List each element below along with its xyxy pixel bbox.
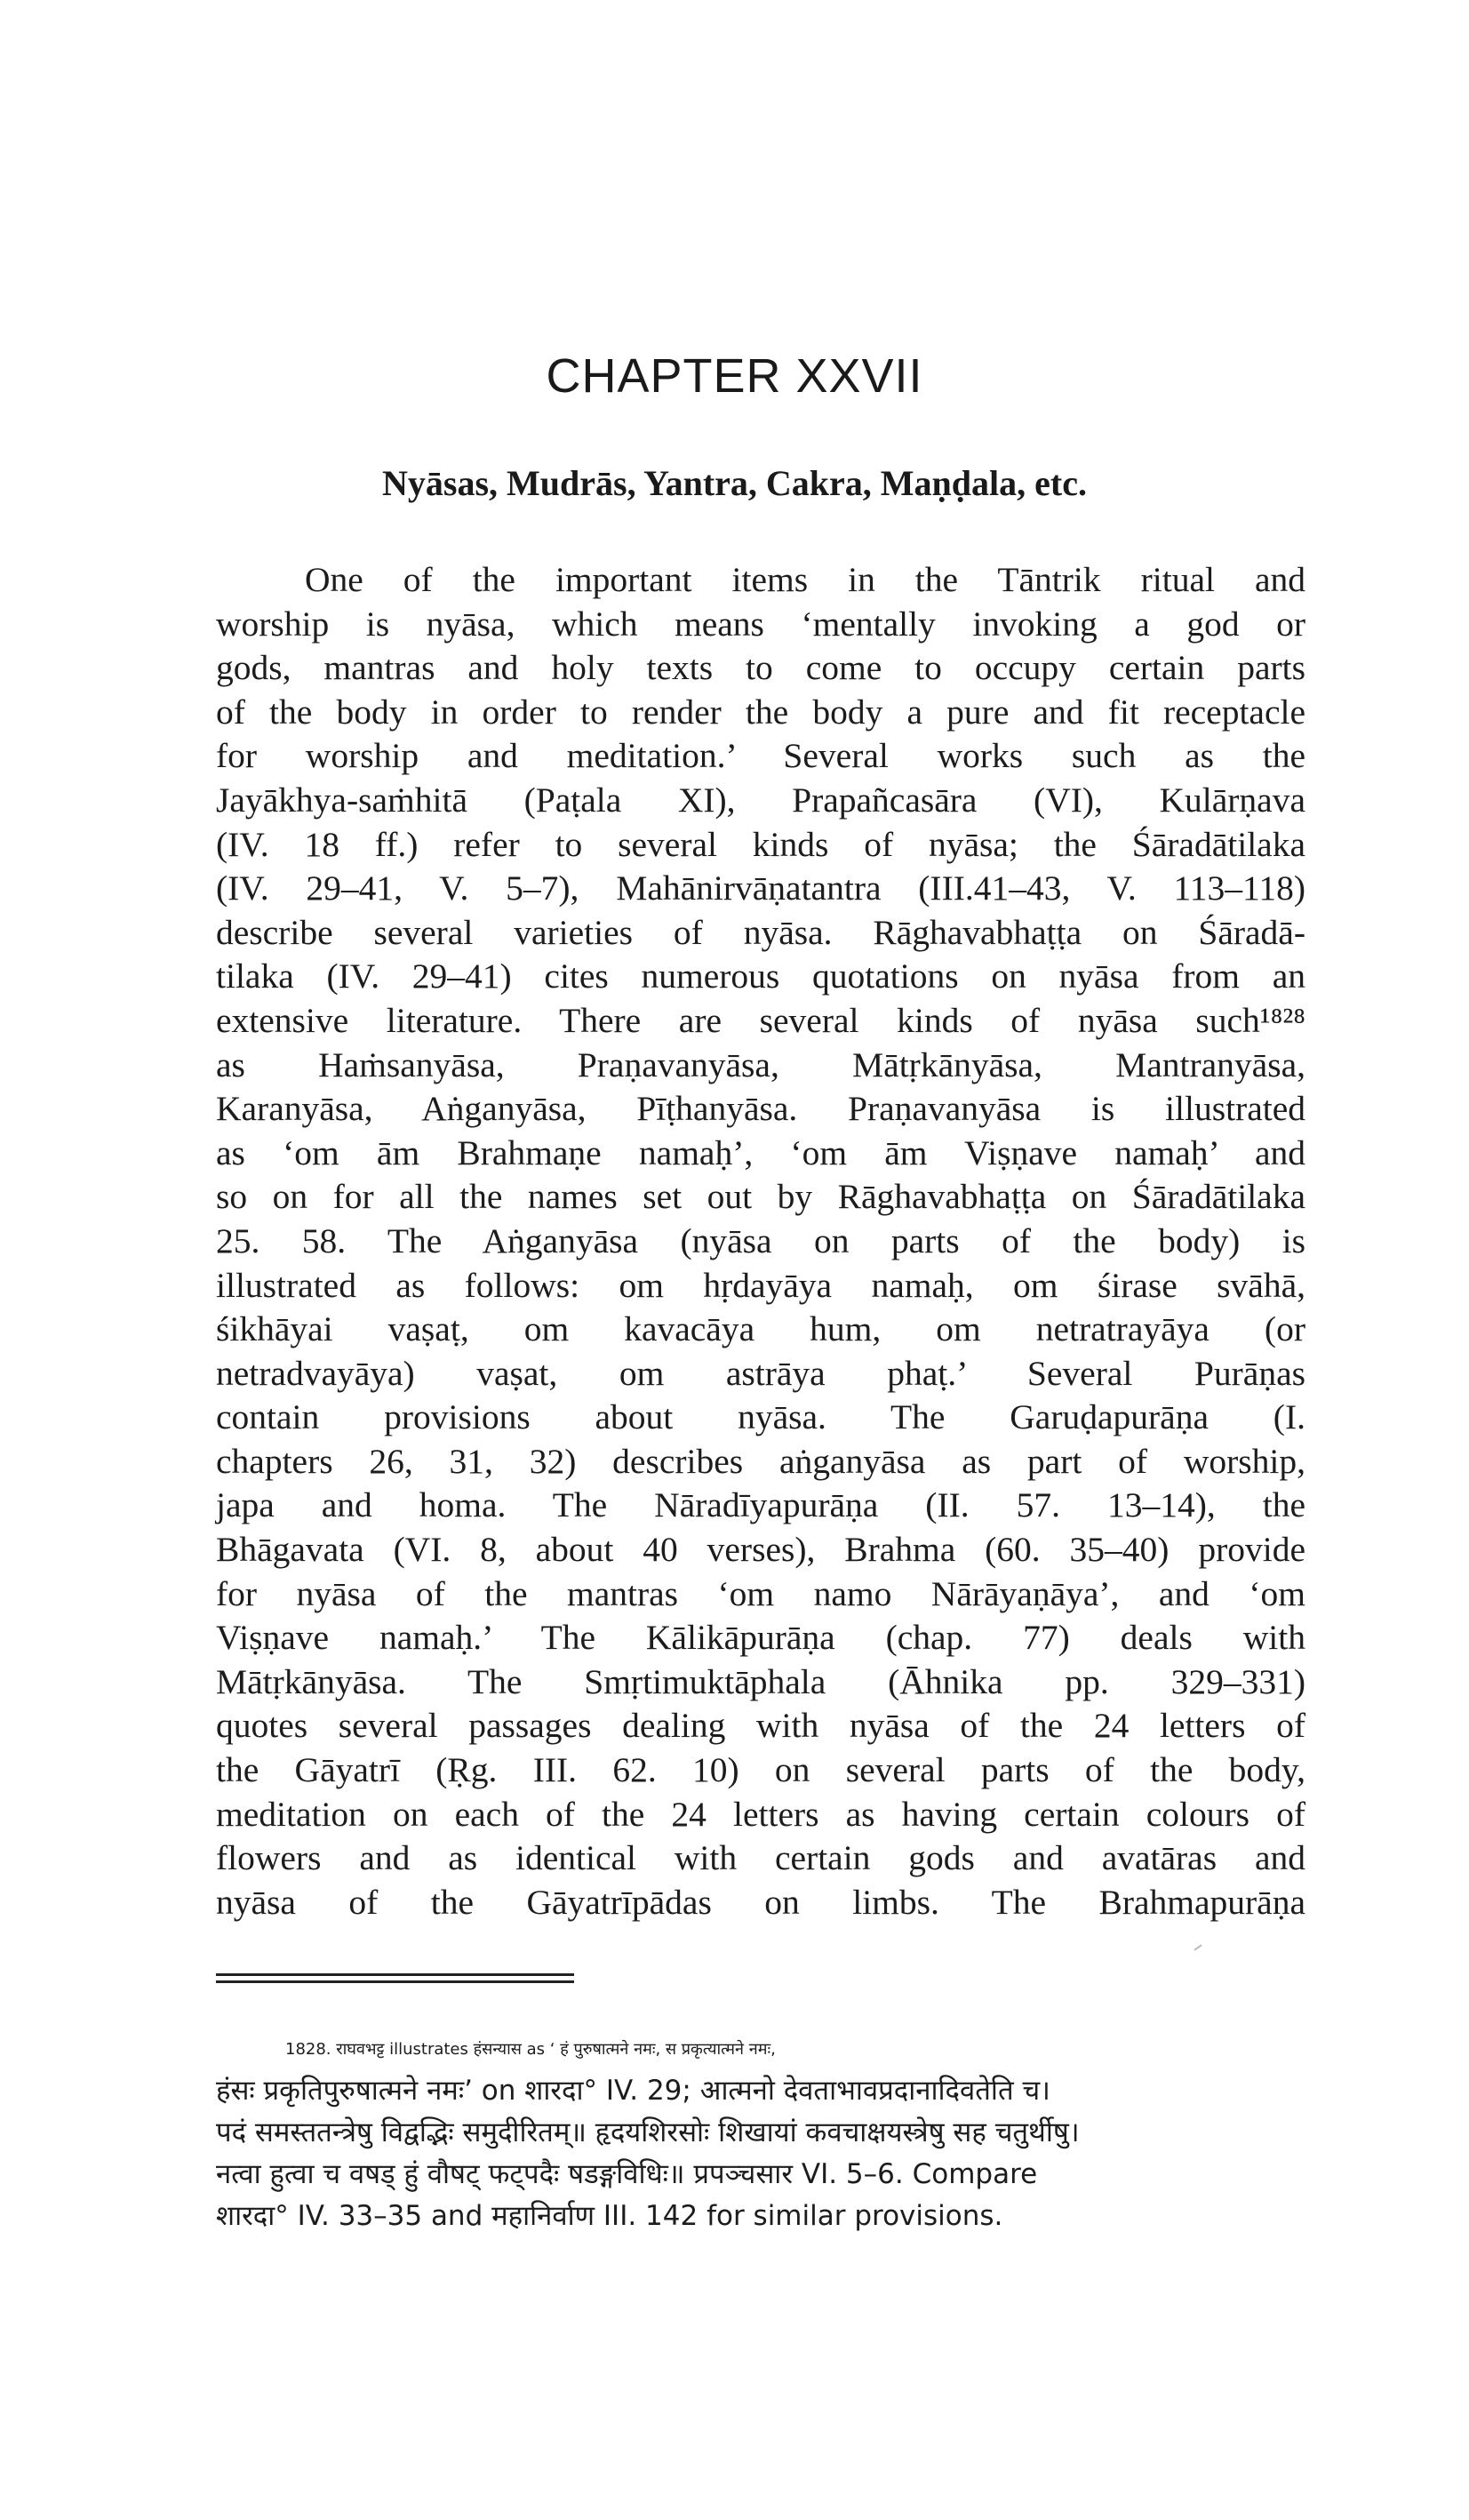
body-line: Karanyāsa, Aṅganyāsa, Pīṭhanyāsa. Praṇavanyāsa is illustrated: [216, 1089, 1305, 1129]
body-line: illustrated as follows: om hṛdayāya namaḥ, om śirase svāhā,: [216, 1265, 1305, 1305]
body-line: as ‘om ām Brahmaṇe namaḥ’, ‘om ām Viṣṇave namaḥ’ and: [216, 1132, 1305, 1172]
footnote-rule: [216, 1980, 574, 1983]
body-line: tilaka (IV. 29–41) cites numerous quotations on nyāsa from an: [216, 956, 1305, 996]
footnote-block: [216, 2028, 1305, 2237]
body-line: Viṣṇave namaḥ.’ The Kālikāpurāṇa (chap. 77) deals with: [216, 1618, 1305, 1658]
body-line: chapters 26, 31, 32) describes aṅganyāsa as part of worship,: [216, 1441, 1305, 1481]
body-line: gods, mantras and holy texts to come to occupy certain parts: [216, 648, 1305, 688]
chapter-subtitle: Nyāsas, Mudrās, Yantra, Cakra, Maṇḍala, etc.: [382, 463, 1087, 503]
footnote-line: पदं समस्ततन्त्रेषु विद्वद्भिः समुदीरितम्॥ हृदयशिरसोः शिखायां कवचाक्षयस्त्रेषु सह चतुर्थीषु।: [216, 2116, 1080, 2148]
body-paragraph: [216, 558, 1305, 1924]
chapter-title: CHAPTER XXVII: [546, 349, 923, 403]
body-line: the Gāyatrī (Ṛg. III. 62. 10) on several parts of the body,: [216, 1750, 1305, 1790]
body-line: Jayākhya-saṁhitā (Paṭala XI), Prapañcasāra (VI), Kulārṇava: [216, 780, 1305, 820]
body-line: quotes several passages dealing with nyāsa of the 24 letters of: [216, 1706, 1305, 1746]
footnote-line: हंसः प्रकृतिपुरुषात्मने नमः’ on शारदा° IV. 29; आत्मनो देवताभावप्रदानादिवतेति च।: [216, 2075, 1050, 2107]
body-line: (IV. 18 ff.) refer to several kinds of nyāsa; the Śāradātilaka: [216, 824, 1305, 864]
body-line: so on for all the names set out by Rāghavabhaṭṭa on Śāradātilaka: [216, 1177, 1305, 1217]
scan-speck: [1194, 1944, 1202, 1950]
body-line: contain provisions about nyāsa. The Garuḍapurāṇa (I.: [216, 1397, 1305, 1437]
body-line: as Haṁsanyāsa, Praṇavanyāsa, Mātṛkānyāsa, Mantranyāsa,: [216, 1044, 1305, 1084]
body-line: worship is nyāsa, which means ‘mentally invoking a god or: [216, 604, 1305, 644]
body-line: One of the important items in the Tāntrik ritual and: [305, 560, 1305, 599]
body-line: netradvayāya) vaṣat, om astrāya phaṭ.’ Several Purāṇas: [216, 1353, 1305, 1393]
body-line: Mātṛkānyāsa. The Smṛtimuktāphala (Āhnika pp. 329–331): [216, 1661, 1305, 1701]
body-line: flowers and as identical with certain gods and avatāras and: [216, 1838, 1305, 1878]
body-line: meditation on each of the 24 letters as having certain colours of: [216, 1794, 1305, 1834]
footnote-rule: [216, 1973, 574, 1976]
body-line: japa and homa. The Nāradīyapurāṇa (II. 57. 13–14), the: [216, 1485, 1305, 1525]
body-line: śikhāyai vaṣaṭ, om kavacāya hum, om netratrayāya (or: [216, 1309, 1305, 1349]
body-line: of the body in order to render the body a pure and fit receptacle: [216, 692, 1305, 732]
body-line: Bhāgavata (VI. 8, about 40 verses), Brahma (60. 35–40) provide: [216, 1530, 1305, 1570]
footnote-line: शारदा° IV. 33–35 and महानिर्वाण III. 142 for similar provisions.: [216, 2200, 1003, 2232]
body-line: for nyāsa of the mantras ‘om namo Nārāyaṇāya’, and ‘om: [216, 1573, 1305, 1613]
footnote-line: नत्वा हुत्वा च वषड् हुं वौषट् फट्पदैः षडङ्गविधिः॥ प्रपञ्चसार VI. 5–6. Compare: [216, 2158, 1038, 2190]
body-line: extensive literature. There are several kinds of nyāsa such¹⁸²⁸: [216, 1000, 1305, 1040]
footnote-line: 1828. राघवभट्ट illustrates हंसन्यास as ‘ हं पुरुषात्मने नमः, स प्रकृत्यात्मने नमः,: [285, 2040, 776, 2059]
body-line: 25. 58. The Aṅganyāsa (nyāsa on parts of the body) is: [216, 1220, 1305, 1260]
body-line: describe several varieties of nyāsa. Rāghavabhaṭṭa on Śāradā-: [216, 912, 1305, 952]
body-line: for worship and meditation.’ Several works such as the: [216, 736, 1305, 776]
body-line: nyāsa of the Gāyatrīpādas on limbs. The Brahmapurāṇa: [216, 1882, 1305, 1922]
body-line: (IV. 29–41, V. 5–7), Mahānirvāṇatantra (III.41–43, V. 113–118): [216, 868, 1305, 908]
